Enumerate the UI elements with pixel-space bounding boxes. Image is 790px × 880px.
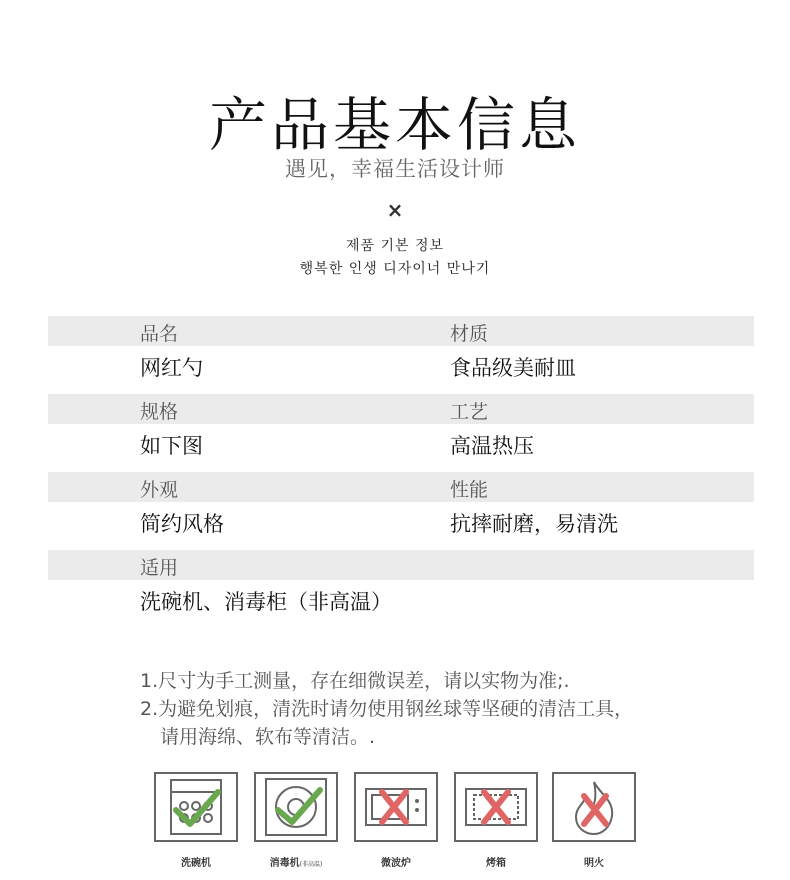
spec-label: 材质 bbox=[450, 323, 489, 345]
oven-cross-icon bbox=[454, 772, 538, 842]
spec-value: 简约风格 bbox=[140, 512, 224, 536]
spec-value: 食品级美耐皿 bbox=[450, 356, 576, 380]
korean-title: 제품 기본 정보 bbox=[345, 238, 445, 254]
spec-label: 规格 bbox=[140, 401, 179, 423]
note-line: 1.尺寸为手工测量，存在细微误差，请以实物为准;. bbox=[140, 670, 570, 692]
spec-value: 网红勺 bbox=[140, 356, 203, 380]
icon-caption: 微波炉 bbox=[381, 858, 411, 869]
icon-caption: 消毒机(非高温) bbox=[269, 858, 323, 869]
spec-label: 外观 bbox=[140, 479, 179, 501]
open-fire-item bbox=[552, 772, 636, 869]
usage-icons bbox=[0, 772, 790, 872]
fire-cross-icon bbox=[552, 772, 636, 842]
sterilizer-item bbox=[254, 772, 338, 869]
icon-caption: 烤箱 bbox=[486, 858, 506, 869]
microwave-cross-icon bbox=[354, 772, 438, 842]
spec-label: 品名 bbox=[140, 323, 179, 345]
note-line: 请用海绵、软布等清洁。. bbox=[160, 726, 376, 748]
sterilizer-check-icon bbox=[254, 772, 338, 842]
oven-item bbox=[454, 772, 538, 869]
dishwasher-item bbox=[154, 772, 238, 869]
spec-value: 如下图 bbox=[140, 434, 203, 458]
spec-value: 高温热压 bbox=[450, 434, 534, 458]
spec-label: 工艺 bbox=[450, 401, 489, 423]
spec-value: 洗碗机、消毒柜（非高温） bbox=[140, 590, 392, 614]
usage-notes bbox=[140, 667, 633, 751]
korean-subtitle: 행복한 인생 디자이너 만나기 bbox=[299, 261, 491, 277]
spec-value: 抗摔耐磨，易清洗 bbox=[450, 512, 618, 536]
page-title: 产品基本信息 bbox=[208, 91, 581, 159]
microwave-item bbox=[354, 772, 438, 869]
icon-caption: 洗碗机 bbox=[181, 858, 211, 869]
icon-caption: 明火 bbox=[584, 858, 604, 869]
separator-cross-icon: × bbox=[386, 198, 404, 222]
spec-label: 适用 bbox=[140, 557, 179, 579]
page-subtitle: 遇见，幸福生活设计师 bbox=[285, 157, 505, 181]
dishwasher-check-icon bbox=[154, 772, 238, 842]
spec-label: 性能 bbox=[450, 479, 489, 501]
note-line: 2.为避免划痕，清洗时请勿使用钢丝球等坚硬的清洁工具， bbox=[140, 698, 634, 720]
